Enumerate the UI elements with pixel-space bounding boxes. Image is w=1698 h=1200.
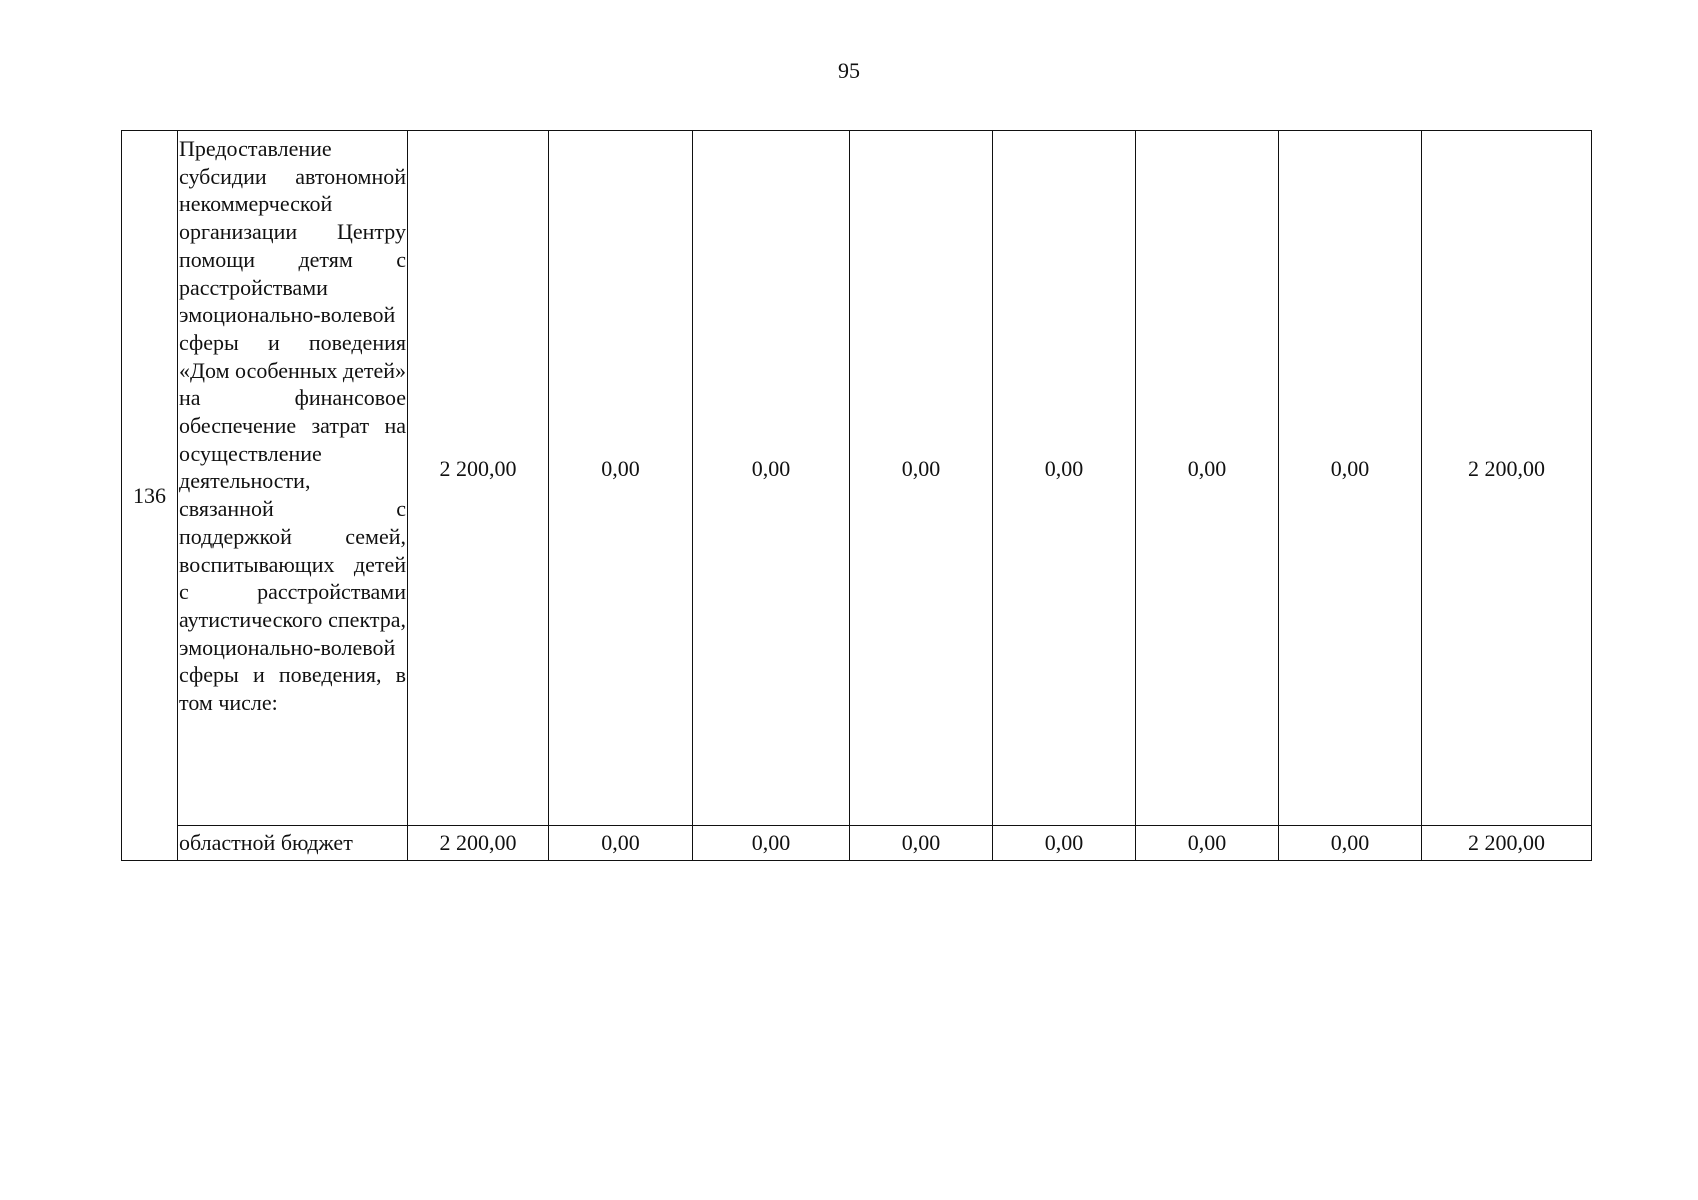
sub-value-cell-8: 2 200,00 <box>1422 826 1592 861</box>
value-cell-4: 0,00 <box>850 131 993 826</box>
sub-value-cell-3: 0,00 <box>693 826 850 861</box>
sub-value-cell-5: 0,00 <box>993 826 1136 861</box>
sub-value-cell-7: 0,00 <box>1279 826 1422 861</box>
table-row-sub <box>122 826 1592 861</box>
page-number: 95 <box>838 58 860 83</box>
sub-value-cell-6: 0,00 <box>1136 826 1279 861</box>
value-cell-1: 2 200,00 <box>408 131 549 826</box>
value-cell-2: 0,00 <box>549 131 693 826</box>
value-cell-7: 0,00 <box>1279 131 1422 826</box>
sub-value-cell-2: 0,00 <box>549 826 693 861</box>
row-name-cell: Предоставление субсидии автономной некоммерческой организации Центру помощи детям с расстройствами эмоционально-волевой сферы и поведения «Дом особенных детей» на финансовое обеспечение затрат на осуществление деятельности, связанной с поддержкой семей, воспитывающих детей с расстройствами аутистического спектра, эмоционально-волевой сферы и поведения, в том числе: <box>178 131 408 826</box>
budget-table <box>121 130 1592 861</box>
value-cell-8: 2 200,00 <box>1422 131 1592 826</box>
row-number-cell: 136 <box>122 131 178 861</box>
sub-row-name-cell: областной бюджет <box>178 826 408 861</box>
value-cell-5: 0,00 <box>993 131 1136 826</box>
sub-value-cell-4: 0,00 <box>850 826 993 861</box>
value-cell-6: 0,00 <box>1136 131 1279 826</box>
value-cell-3: 0,00 <box>693 131 850 826</box>
table-row-main <box>122 131 1592 826</box>
sub-value-cell-1: 2 200,00 <box>408 826 549 861</box>
